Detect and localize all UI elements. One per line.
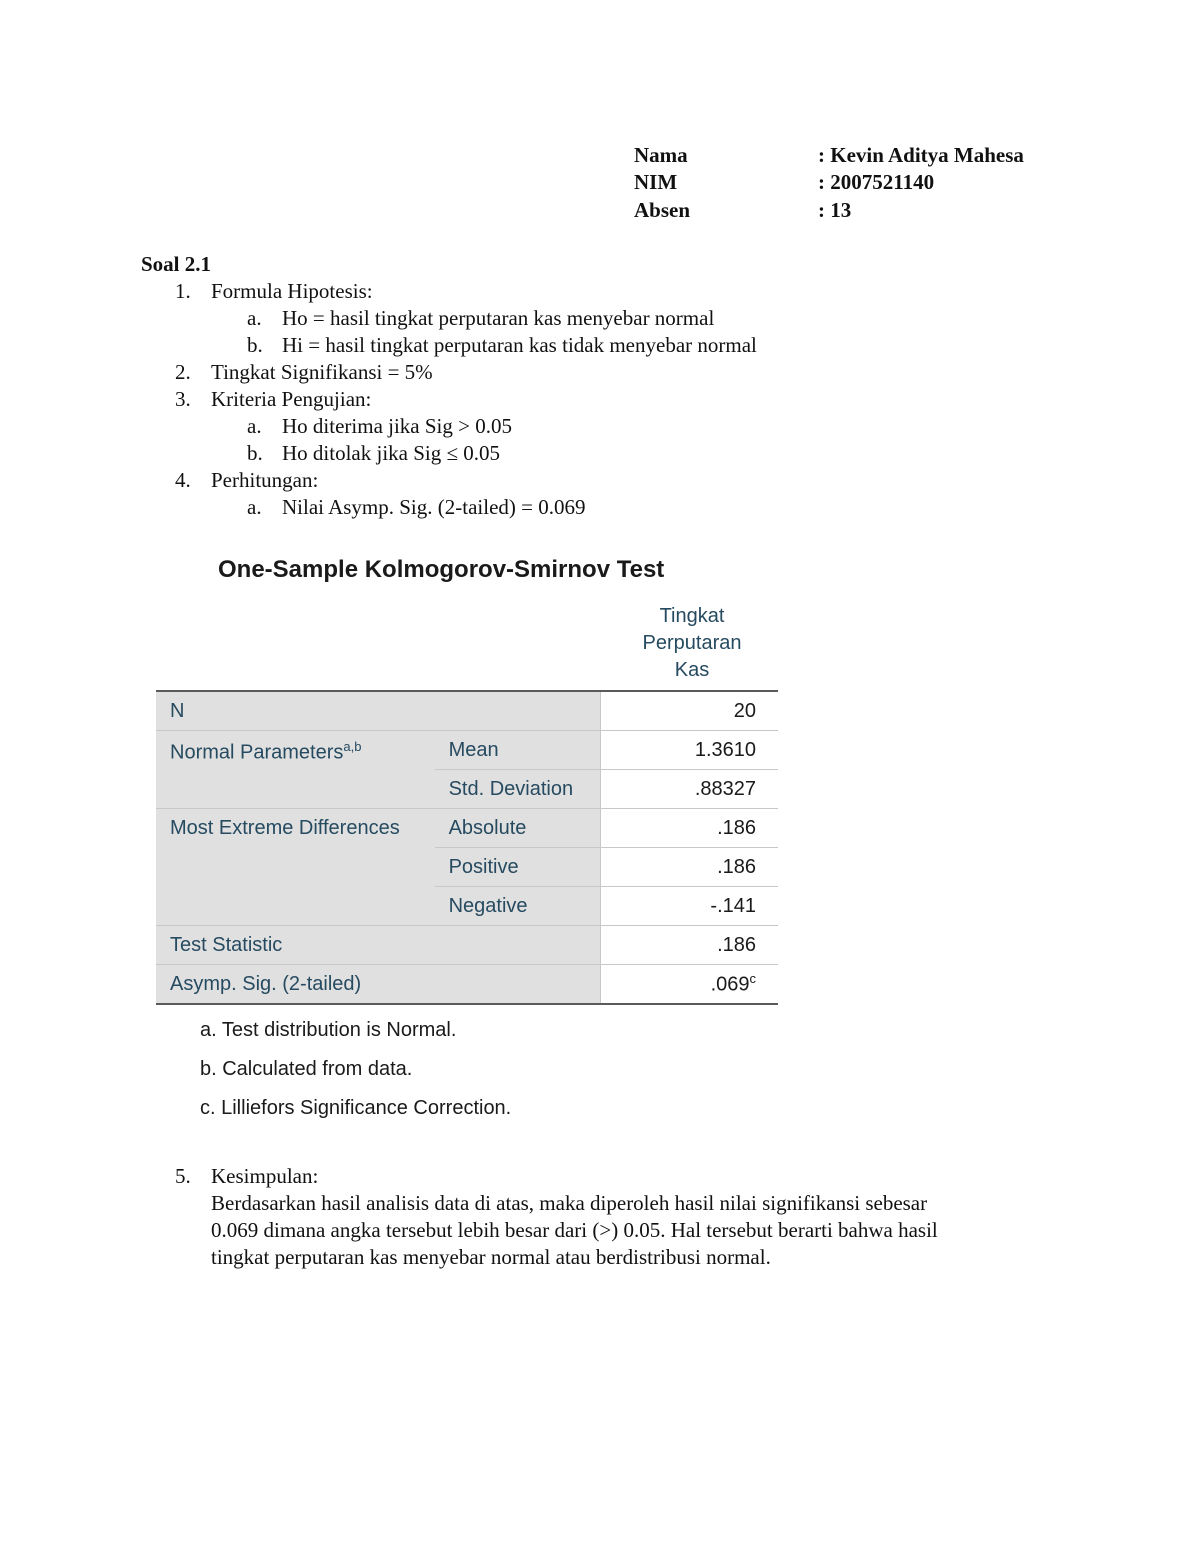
list-number: 5. — [175, 1164, 191, 1188]
list-item: Kriteria Pengujian: — [211, 387, 372, 411]
group-label-text: Normal Parameters — [170, 741, 344, 764]
row-label: Positive — [435, 848, 601, 887]
list-number: 2. — [175, 360, 191, 384]
row-label: Std. Deviation — [435, 770, 601, 809]
conclusion-line: Berdasarkan hasil analisis data di atas, maka diperoleh hasil nilai signifikansi sebesar — [211, 1191, 928, 1215]
list-item: Formula Hipotesis: — [211, 279, 373, 303]
row-label: Absolute — [435, 809, 601, 848]
conclusion-line: 0.069 dimana angka tersebut lebih besar dari (>) 0.05. Hal tersebut berarti bahwa hasil — [211, 1218, 938, 1242]
sublist-letter: b. — [247, 441, 263, 465]
list-number: 3. — [175, 387, 191, 411]
row-label: Asymp. Sig. (2-tailed) — [156, 965, 600, 1005]
table-title: One-Sample Kolmogorov-Smirnov Test — [218, 556, 665, 583]
list-item: Kesimpulan: — [211, 1164, 319, 1188]
absen-value: : 13 — [818, 198, 852, 222]
row-label: Negative — [435, 887, 601, 926]
row-label: Mean — [435, 731, 601, 770]
table-row — [156, 965, 778, 1005]
row-group-label — [156, 731, 435, 809]
absen-label: Absen — [634, 198, 691, 222]
footnote-marker: c — [749, 971, 756, 987]
table-row — [156, 731, 778, 770]
column-header-line: Perputaran — [642, 632, 742, 654]
row-group-label: Most Extreme Differences — [156, 809, 435, 926]
sublist-item: Ho = hasil tingkat perputaran kas menyebar normal — [282, 306, 715, 330]
row-value: 1.3610 — [600, 731, 778, 770]
table-row — [156, 691, 778, 731]
column-header-line: Kas — [674, 659, 710, 681]
row-value: .186 — [600, 926, 778, 965]
footnote: c. Lilliefors Significance Correction. — [200, 1097, 512, 1119]
nim-label: NIM — [634, 170, 678, 194]
row-value: 20 — [600, 691, 778, 731]
sublist-letter: a. — [247, 495, 262, 519]
sublist-item: Ho diterima jika Sig > 0.05 — [282, 414, 512, 438]
nama-label: Nama — [634, 143, 688, 167]
sublist-letter: a. — [247, 414, 262, 438]
footnote-marker: a,b — [343, 739, 362, 754]
sublist-item: Hi = hasil tingkat perputaran kas tidak menyebar normal — [282, 333, 757, 357]
footnote: a. Test distribution is Normal. — [200, 1019, 457, 1041]
sublist-letter: b. — [247, 333, 263, 357]
sublist-letter: a. — [247, 306, 262, 330]
ks-table — [156, 690, 778, 1005]
nim-value: : 2007521140 — [818, 170, 935, 194]
row-value — [600, 965, 778, 1005]
nama-value: : Kevin Aditya Mahesa — [818, 143, 1024, 167]
sublist-item: Ho ditolak jika Sig ≤ 0.05 — [282, 441, 501, 465]
row-value: .186 — [600, 809, 778, 848]
column-header-line: Tingkat — [659, 605, 725, 627]
row-value: .186 — [600, 848, 778, 887]
row-value: -.141 — [600, 887, 778, 926]
list-number: 1. — [175, 279, 191, 303]
footnote: b. Calculated from data. — [200, 1058, 413, 1080]
section-title: Soal 2.1 — [141, 252, 212, 276]
table-row — [156, 809, 778, 848]
list-number: 4. — [175, 468, 191, 492]
row-label: N — [156, 691, 600, 731]
sublist-item: Nilai Asymp. Sig. (2-tailed) = 0.069 — [282, 495, 586, 519]
row-label: Test Statistic — [156, 926, 600, 965]
row-value: .88327 — [600, 770, 778, 809]
column-header — [606, 603, 778, 684]
list-item: Tingkat Signifikansi = 5% — [211, 360, 433, 384]
value-text: .069 — [710, 973, 750, 996]
conclusion-line: tingkat perputaran kas menyebar normal atau berdistribusi normal. — [211, 1245, 771, 1269]
list-item: Perhitungan: — [211, 468, 319, 492]
table-row — [156, 926, 778, 965]
